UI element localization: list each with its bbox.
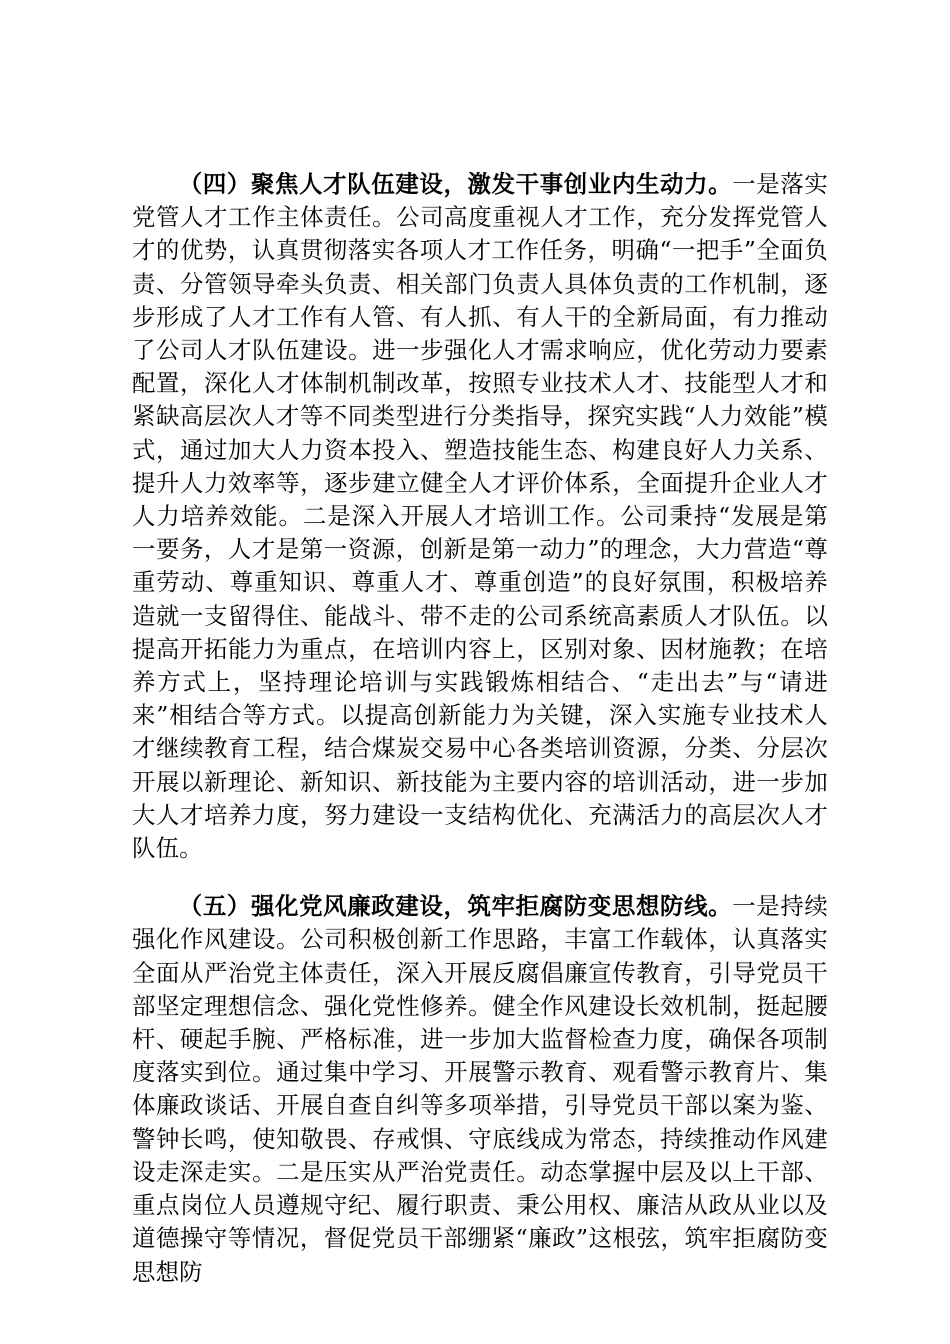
section-5-heading: （五）强化党风廉政建设，筑牢拒腐防变思想防线。 <box>178 892 733 921</box>
section-4-body: 一是落实党管人才工作主体责任。公司高度重视人才工作，充分发挥党管人才的优势，认真贯彻落实各项人才工作任务，明确“一把手”全面负责、分管领导牵头负责、相关部门负责人具体负责的工作机制，逐步形成了人才工作有人管、有人抓、有人干的全新局面，有力推动了公司人才队伍建设。进一步强化人才需求响应，优化劳动力要素配置，深化人才体制机制改革，按照专业技术人才、技能型人才和紧缺高层次人才等不同类型进行分类指导，探究实践“人力效能”模式，通过加大人力资本投入、塑造技能生态、构建良好人力关系、提升人力效率等，逐步建立健全人才评价体系，全面提升企业人才人力培养效能。二是深入开展人才培训工作。公司秉持“发展是第一要务，人才是第一资源，创新是第一动力”的理念，大力营造“尊重劳动、尊重知识、尊重人才、尊重创造”的良好氛围，积极培养造就一支留得住、能战斗、带不走的公司系统高素质人才队伍。以提高开拓能力为重点，在培训内容上，区别对象、因材施教；在培养方式上，坚持理论培训与实践锻炼相结合、“走出去”与“请进来”相结合等方式。以提高创新能力为关键，深入实施专业技术人才继续教育工程，结合煤炭交易中心各类培训资源，分类、分层次开展以新理论、新知识、新技能为主要内容的培训活动，进一步加大人才培养力度，努力建设一支结构优化、充满活力的高层次人才队伍。 <box>132 170 828 863</box>
paragraph-section-4 <box>132 168 828 865</box>
section-4-heading: （四）聚焦人才队伍建设，激发干事创业内生动力。 <box>178 170 733 198</box>
paragraph-section-5 <box>132 890 828 1288</box>
section-5-body: 一是持续强化作风建设。公司积极创新工作思路，丰富工作载体，认真落实全面从严治党主体责任，深入开展反腐倡廉宣传教育，引导党员干部坚定理想信念、强化党性修养。健全作风建设长效机制，挺起腰杆、硬起手腕、严格标准，进一步加大监督检查力度，确保各项制度落实到位。通过集中学习、开展警示教育、观看警示教育片、集体廉政谈话、开展自查自纠等多项举措，引导党员干部以案为鉴、警钟长鸣，使知敬畏、存戒惧、守底线成为常态，持续推动作风建设走深走实。二是压实从严治党责任。动态掌握中层及以上干部、重点岗位人员遵规守纪、履行职责、秉公用权、廉洁从政从业以及道德操守等情况，督促党员干部绷紧“廉政”这根弦，筑牢拒腐防变思想防 <box>132 892 828 1286</box>
document-page <box>132 168 828 1289</box>
